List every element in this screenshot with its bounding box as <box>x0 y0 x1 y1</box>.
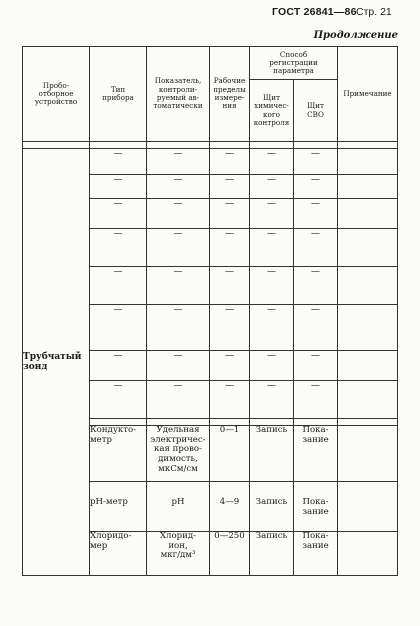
dash: — <box>250 175 294 199</box>
dash: — <box>90 267 147 305</box>
dash: — <box>294 149 338 175</box>
range: 0—1 <box>210 426 250 482</box>
instrument-type: Хлоридо- мер <box>90 532 147 576</box>
dash: — <box>294 381 338 419</box>
shield-chem: Запись <box>250 532 294 576</box>
dash: — <box>250 267 294 305</box>
page-header <box>0 6 420 30</box>
dash: — <box>90 199 147 229</box>
dash: — <box>210 199 250 229</box>
dash: — <box>147 229 210 267</box>
shield-chem: Запись <box>250 482 294 532</box>
dash: — <box>147 351 210 381</box>
dash: — <box>147 199 210 229</box>
dash: — <box>90 381 147 419</box>
dash: — <box>90 175 147 199</box>
spacer-row <box>23 142 398 149</box>
dash: — <box>250 381 294 419</box>
dash: — <box>210 149 250 175</box>
dash: — <box>294 175 338 199</box>
dash: — <box>250 199 294 229</box>
page-number: Стр. 21 <box>356 6 392 18</box>
range: 4—9 <box>210 482 250 532</box>
instrument-type: Кондукто- метр <box>90 426 147 482</box>
dash: — <box>147 381 210 419</box>
shield-svo: Пока- зание <box>294 426 338 482</box>
dash: — <box>210 175 250 199</box>
dash: — <box>210 305 250 351</box>
dash: — <box>210 351 250 381</box>
dash: — <box>147 175 210 199</box>
col-shield-svo-header: Щит СВО <box>294 80 338 142</box>
dash: — <box>147 149 210 175</box>
dash: — <box>90 351 147 381</box>
dash: — <box>250 351 294 381</box>
instrument-type: рН-метр <box>90 482 147 532</box>
col-indicator-header: Показатель, контроли- руемый ав- томатически <box>147 47 210 142</box>
dash: — <box>147 305 210 351</box>
shield-svo: Пока- зание <box>294 482 338 532</box>
continuation-label: Продолжение <box>313 30 398 41</box>
dash: — <box>90 149 147 175</box>
dash: — <box>210 267 250 305</box>
shield-chem: Запись <box>250 426 294 482</box>
dash: — <box>210 381 250 419</box>
shield-svo: Пока- зание <box>294 532 338 576</box>
dash: — <box>294 305 338 351</box>
instrument-table <box>22 46 398 576</box>
dash: — <box>250 305 294 351</box>
dash: — <box>250 149 294 175</box>
col-note-header: Примечание <box>338 47 398 142</box>
col-shield-chem-header: Щит химичес- кого контроля <box>250 80 294 142</box>
dash: — <box>210 229 250 267</box>
indicator: Хлорид- ион, мкг/дм³ <box>147 532 210 576</box>
dash: — <box>90 305 147 351</box>
col-method-header: Способ регистрации параметра <box>250 47 338 80</box>
probe-cell: Трубчатый зонд <box>23 149 90 576</box>
standard-number: ГОСТ 26841—86 <box>272 6 357 18</box>
table-row <box>23 149 398 175</box>
indicator: Удельная электричес- кая прово- димость, мкСм/см <box>147 426 210 482</box>
col-probe-header: Пробо- отборное устройство <box>23 47 90 142</box>
dash: — <box>294 351 338 381</box>
indicator: рН <box>147 482 210 532</box>
dash: — <box>250 229 294 267</box>
dash: — <box>294 199 338 229</box>
dash: — <box>294 229 338 267</box>
col-type-header: Тип прибора <box>90 47 147 142</box>
col-range-header: Рабочие пределы измере- ния <box>210 47 250 142</box>
dash: — <box>90 229 147 267</box>
dash: — <box>147 267 210 305</box>
dash: — <box>294 267 338 305</box>
range: 0—250 <box>210 532 250 576</box>
